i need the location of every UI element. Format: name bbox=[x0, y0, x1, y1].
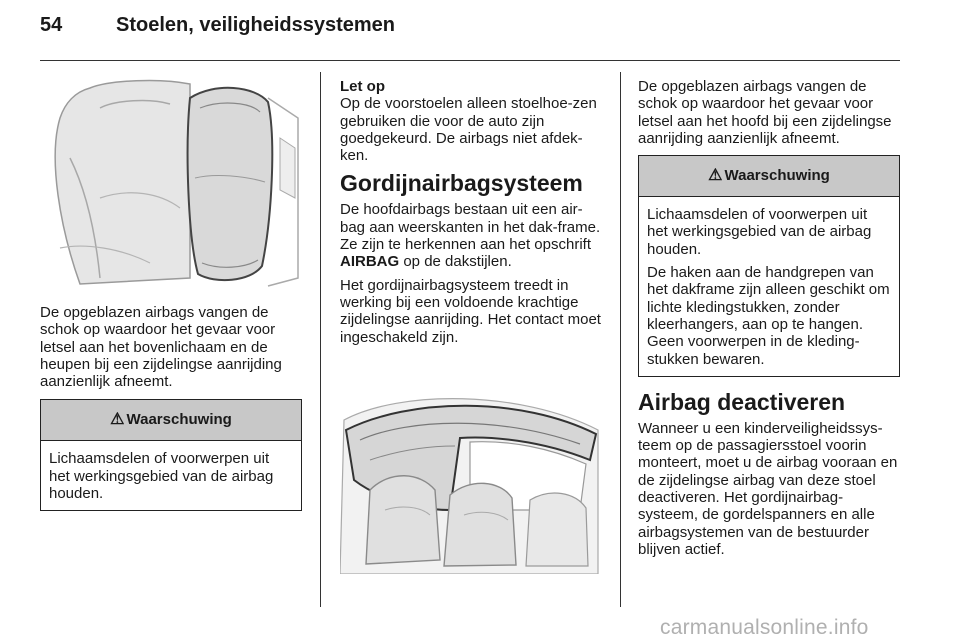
warning-box-2 bbox=[638, 155, 900, 377]
section-title-airbag-deactivate: Airbag deactiveren bbox=[638, 388, 846, 415]
paragraph-curtain-2: Het gordijnairbagsysteem treedt in werking bij een voldoende krachtige zijdelingse aanrijding. Het contact moet ingeschakeld zijn. bbox=[340, 276, 601, 346]
column-2 bbox=[340, 78, 602, 574]
warning-header bbox=[41, 400, 301, 441]
warning-box-1 bbox=[40, 399, 302, 511]
warning-text-1: Lichaamsdelen of voorwerpen uit het werkingsgebied van de airbag houden. bbox=[647, 206, 872, 258]
paragraph-deactivate: Wanneer u een kinderveiligheidssys-teem op de passagiersstoel voorin monteert, moet u de airbag vooraan en de zijdelingse airbag van deze stoel deactiveren. Het gordijnairbag-systeem, de gordelspanners en alle airbagsystemen van de bestuurder blijven actief. bbox=[638, 419, 898, 558]
column-1 bbox=[40, 78, 302, 511]
note-text: Op de voorstoelen alleen stoelhoe-zen gebruiken die voor de auto zijn goedgekeurd. De airbags niet afdek-ken. bbox=[340, 95, 597, 165]
paragraph-curtain-1-part1: De hoofdairbags bestaan uit een air-bag aan weerskanten in het dak-frame. Ze zijn te herkennen aan het opschrift bbox=[340, 201, 601, 254]
curtain-airbag-illustration-icon bbox=[340, 360, 602, 574]
paragraph-curtain-1 bbox=[340, 201, 602, 270]
warning-text: Lichaamsdelen of voorwerpen uit het werkingsgebied van de airbag houden. bbox=[49, 450, 274, 503]
page-number: 54 bbox=[40, 14, 63, 36]
header-divider bbox=[40, 60, 900, 61]
warning-body bbox=[639, 197, 899, 376]
warning-triangle-icon: ⚠ bbox=[708, 167, 723, 185]
seat-airbag-illustration-icon bbox=[40, 78, 302, 290]
airbag-label: AIRBAG bbox=[340, 253, 400, 271]
warning-title: Waarschuwing bbox=[126, 411, 232, 429]
warning-title: Waarschuwing bbox=[724, 167, 830, 185]
warning-text-2: De haken aan de handgrepen van het dakframe zijn alleen geschikt om lichte kledingstukken, zonder kleerhangers, aan op te hangen. Geen voorwerpen in de kleding-stukken bewaren. bbox=[647, 264, 890, 368]
warning-header bbox=[639, 156, 899, 197]
warning-triangle-icon: ⚠ bbox=[110, 411, 125, 429]
paragraph-side-airbag: De opgeblazen airbags vangen de schok op waardoor het gevaar voor letsel aan het bovenlichaam en de heupen bij een zijdelingse aanrijding aanzienlijk afneemt. bbox=[40, 304, 282, 391]
paragraph-curtain-1-part2: op de dakstijlen. bbox=[399, 253, 512, 271]
warning-body bbox=[41, 441, 301, 510]
note-title: Let op bbox=[340, 78, 385, 95]
watermark: carmanualsonline.info bbox=[660, 616, 869, 639]
paragraph-head-airbag: De opgeblazen airbags vangen de schok op waardoor het gevaar voor letsel aan het hoofd bij een zijdelingse aanrijding aanzienlijk afneemt. bbox=[638, 78, 892, 147]
page-title: Stoelen, veiligheidssystemen bbox=[116, 14, 395, 36]
column-3 bbox=[638, 78, 900, 564]
column-divider-1 bbox=[320, 72, 321, 607]
page-header bbox=[40, 14, 900, 46]
section-title-curtain-airbag: Gordijnairbagsysteem bbox=[340, 170, 583, 197]
column-divider-2 bbox=[620, 72, 621, 607]
